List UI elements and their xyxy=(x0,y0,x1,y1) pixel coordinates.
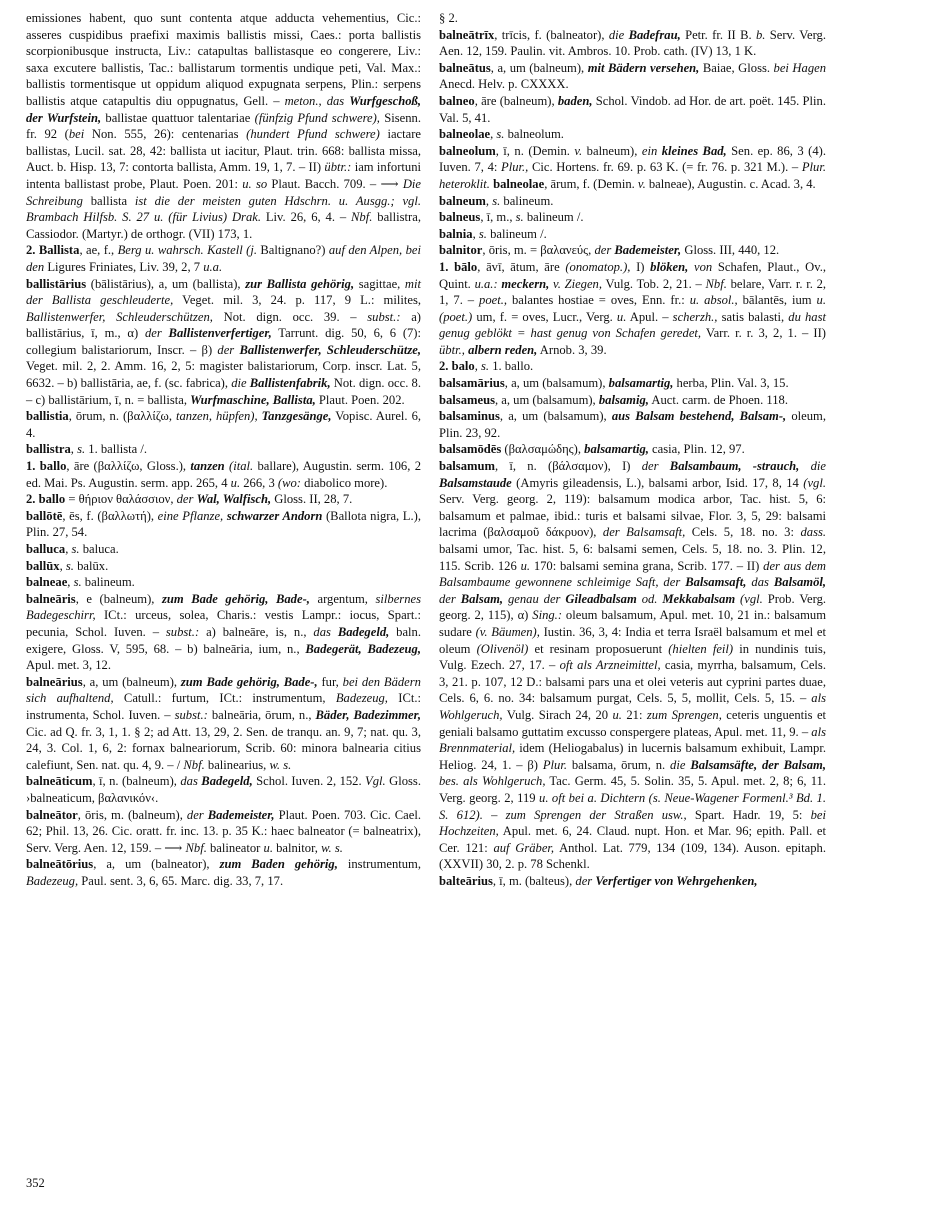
dictionary-entry: balneae, s. balineum. xyxy=(26,575,135,590)
dictionary-entry: ballistia, ōrum, n. (βαλλίζω, tanzen, hüpfen), Tanzgesänge, Vopisc. Aurel. 6, 4. xyxy=(26,409,422,440)
dictionary-entry: balnia, s. balineum /. xyxy=(439,226,547,241)
dictionary-entry: balneātōrius, a, um (balneator), zum Baden gehörig, instrumentum, Badezeug, Paul. sent. 3, 6, 65. Marc. dig. 33, 7, 17. xyxy=(26,857,421,888)
dictionary-entry: balneolae, s. balneolum. xyxy=(439,127,564,142)
dictionary-entry: ballūx, s. balūx. xyxy=(26,558,109,573)
dictionary-entry: balneārius, a, um (balneum), zum Bade gehörig, Bade-, fur, bei den Bädern sich aufhaltend, Catull.: furtum, ICt.: instrumentum, Badezeug, ICt.: instrumenta, Schol. Iuven. – subst.: balneāria, ōrum, n., Bäder, Badezimmer, Cic. ad Q. fr. 3, 1, 1. § 2; ad Att. 13, 29, 2. Sen. de tranqu. an. 9, 7; nat. qu. 3, 24, 3. Col. 1, 6, 2: fornax balneariorum, Scrib. 60: minora balnearia citius calefiunt, Sen. nat. qu. 4, 9. – / Nbf. balinearius, w. s. xyxy=(26,674,421,772)
dictionary-entry: ballōtē, ēs, f. (βαλλωτή), eine Pflanze, schwarzer Andorn (Ballota nigra, L.), Plin. 27, 54. xyxy=(26,508,421,540)
dictionary-entry: balsamārius, a, um (balsamum), balsamartig, herba, Plin. Val. 3, 15. xyxy=(439,376,789,391)
dictionary-entry: balneum, s. balineum. xyxy=(439,193,554,208)
dictionary-entry: ballistārius (bālistārius), a, um (ballista), zur Ballista gehörig, sagittae, mit der Ballista geschleuderte, Veget. mil. 3, 24. p. 117, 9 L.: milites, Ballistenwerfer, Schleuderschützen, Not. dign. occ. 39. – subst.: a) ballistārius, ī, m., α) der Ballistenverfertiger, Tarrunt. dig. 50, 6, 6 (7): collegium balistariorum, Inscr. – β) der Ballistenwerfer, Schleuderschütze, Veget. mil. 2, 2. Amm. 16, 2, 5: magister balistariorum, Corp. inscr. Lat. 5, 6632. – b) ballistāria, ae, f. (sc. fabrica), die Ballistenfabrik, Not. dign. occ. 8. – c) ballistārium, ī, n. = ballista, Wurfmaschine, Ballista, Plaut. Poen. 202. xyxy=(26,276,422,407)
left-column xyxy=(26,10,421,889)
dictionary-entry: § 2. xyxy=(439,11,458,25)
dictionary-entry: ballistra, s. 1. ballista /. xyxy=(26,442,148,457)
dictionary-entry: balneus, ī, m., s. balineum /. xyxy=(439,210,584,225)
dictionary-entry: 2. balo, s. 1. ballo. xyxy=(439,359,534,374)
dictionary-entry: balneāris, e (balneum), zum Bade gehörig, Bade-, argentum, silbernes Badegeschirr, ICt.: urceus, solea, Charis.: vestis Lampr.: iocus, Spart.: pecunia, Schol. Iuven. – subst.: a) balneāre, is, n., das Badegeld, baln. exigere, Gloss. V, 595, 68. – b) balneāria, ium, n., Badegerät, Badezeug, Apul. met. 3, 12. xyxy=(26,591,422,673)
dictionary-entry: balluca, s. baluca. xyxy=(26,542,119,556)
dictionary-entry: 1. bālo, āvī, ātum, āre (onomatop.), I) blöken, von Schafen, Plaut., Ov., Quint. u.a.: meckern, v. Ziegen, Vulg. Tob. 2, 21. – Nbf. belare, Varr. r. r. 2, 1, 7. – poet., balantes hostiae = oves, Enn. fr.: u. absol., bālantēs, ium u. (poet.) um, f. = oves, Lucr., Verg. u. Apul. – scherzh., satis balasti, du hast genug geblökt = hast genug von Schafen geredet, Varr. r. r. 3, 2, 1. – II) übtr., albern reden, Arnob. 3, 39. xyxy=(439,259,827,357)
dictionary-entry: balneāticum, ī, n. (balneum), das Badegeld, Schol. Iuven. 2, 152. Vgl. Gloss. ›balneaticum, βαλανικόν‹. xyxy=(26,774,421,805)
dictionary-entry: balsamum, ī, n. (βάλσαμον), I) der Balsambaum, -strauch, die Balsamstaude (Amyris gileadensis, L.), balsami arbor, Isid. 17, 8, 14 (vgl. Serv. Verg. georg. 2, 119): balsamum modica arbor, Tac. hist. 5, 6: balsamum et palmae, ibid.: turis et balsami silvae, Flor. 3, 5, 29: balsami lacrima (βαλσαμοῦ δάκρυον), der Balsamsaft, Cels. 5, 18. no. 3: dass. balsami umor, Tac. hist. 5, 6: balsami semen, Cels. 5, 18. no. 3. Plin. 12, 115. Scrib. 126 u. 170: balsami semina grana, Scrib. 177. – II) der aus dem Balsambaume gewonnene schleimige Saft, der Balsamsaft, das Balsamöl, der Balsam, genau der Gileadbalsam od. Mekkabalsam (vgl. Prob. Verg. georg. 2, 115), α) Sing.: oleum balsamum, Apul. met. 10, 21 in.: balsamum sudare (v. Bäumen), Iustin. 36, 3, 4: India et terra Israël balsamum et mel et oleum (Olivenöl) et resinam proposuerunt (hielten feil) in nundinis tuis, Vulg. Ezech. 27, 17. – oft als Arzneimittel, casia, myrrha, balsamum, Cels. 3, 21. p. 107, 12 D.: balsami pars una et olei veteris aut cyprini partes duae, Cels. 6, 6. no. 34: balsamum purgat, Cels. 5, 5, mollit, Cels. 5, 15. – als Wohlgeruch, Vulg. Sirach 24, 20 u. 21: zum Sprengen, ceteris unguentis et geniali balsamo guttatim excusso conspergere plateas, Apul. met. 11, 9. – als Brennmaterial, idem (Heliogabalus) in lucernis balsamum exhibuit, Lampr. Heliog. 24, 1. – β) Plur. balsama, ōrum, n. die Balsamsäfte, der Balsam, bes. als Wohlgeruch, Tac. Germ. 45, 5. Solin. 35, 5. Apul. met. 2, 8; 6, 11. Verg. georg. 2, 119 u. oft bei a. Dichtern (s. Neue-Wagener Formenl.³ Bd. 1. S. 612). – zum Sprengen der Straßen usw., Spart. Hadr. 19, 5: bei Hochzeiten, Apul. met. 6, 24. Claud. nupt. Hon. et Mar. 96; epith. Pall. et Cer. 121: auf Gräber, Anthol. Lat. 779, 134 (109, 134). Auson. epitaph. (XXVII) 30, 2. p. 78 Schenkl. xyxy=(439,459,827,872)
dictionary-entry: balsaminus, a, um (balsamum), aus Balsam bestehend, Balsam-, oleum, Plin. 23, 92. xyxy=(439,409,826,440)
dictionary-entry: balneolum, ī, n. (Demin. v. balneum), ein kleines Bad, Sen. ep. 86, 3 (4). Iuven. 7, 4: Plur., Cic. Hortens. fr. 69. p. 63 K. (= fr. 76. p. 321 M.). – Plur. heteroklit. balneolae, ārum, f. (Demin. v. balneae), Augustin. c. Acad. 3, 4. xyxy=(439,143,826,191)
dictionary-entry: balsamōdēs (βαλσαμώδης), balsamartig, casia, Plin. 12, 97. xyxy=(439,442,745,457)
page-number: 352 xyxy=(26,1176,45,1190)
dictionary-entry: 1. ballo, āre (βαλλίζω, Gloss.), tanzen (ital. ballare), Augustin. serm. 106, 2 ed. Mai. Ps. Augustin. serm. app. 265, 4 u. 266, 3 (wo: diabolico more). xyxy=(26,459,421,490)
dictionary-entry: balneātus, a, um (balneum), mit Bädern versehen, Baiae, Gloss. bei Hagen Anecd. Helv. p. CXXXX. xyxy=(439,60,826,92)
right-column xyxy=(439,10,826,889)
dictionary-entry: balsameus, a, um (balsamum), balsamig, Auct. carm. de Phoen. 118. xyxy=(439,392,788,407)
dictionary-entry: 2. Ballista, ae, f., Berg u. wahrsch. Kastell (j. Baltignano?) auf den Alpen, bei den Ligures Friniates, Liv. 39, 2, 7 u.a. xyxy=(26,243,421,274)
dictionary-entry: balneātrīx, trīcis, f. (balneator), die Badefrau, Petr. fr. II B. b. Serv. Verg. Aen. 12, 159. Paulin. vit. Ambros. 10. Prob. cath. (IV) 13, 1 K. xyxy=(439,27,826,59)
dictionary-entry: emissiones habent, quo sunt contenta atque adducta vehementius, Cic.: asseres cuspidibus praefixi maximis ballistis missi, Caes.: porta ballistis scorpionibusque instructa, Liv.: catapultas ballistasque eo congerere, Liv.: saxa excutere ballistis, Tac.: ballistarum tormentis undique peti, Val. Max.: ballistis tormentisque ut oppidum aliquod expugnata serpens, Plin.: serpens ballistis atque catapultis diu oppugnatus, Gell. – meton., das Wurfgeschoß, der Wurfstein, ballistae quattuor talentariae (fünfzig Pfund schwere), Sisenn. fr. 92 (bei Non. 555, 26): centenarias (hundert Pfund schwere) iactare ballistas, Lucil. sat. 28, 42: ballista ut iacitur, Plaut. trin. 668: ballista missa, Auct. b. Hisp. 13, 7: contorta ballista, Amm. 19, 1, 7. – II) übtr.: iam infortuni intenta ballistast probe, Plaut. Poen. 201: u. so Plaut. Bacch. 709. – ⟶ Die Schreibung ballista ist die der meisten guten Hdschrn. u. Ausgg.; vgl. Brambach Hilfsb. S. 27 u. (für Livius) Drak. Liv. 26, 6, 4. – Nbf. ballistra, Cassiodor. (Martyr.) de orthogr. (VII) 173, 1. xyxy=(26,11,422,241)
dictionary-entry: 2. ballo = θήριον θαλάσσιον, der Wal, Walfisch, Gloss. II, 28, 7. xyxy=(26,492,353,507)
dictionary-entry: balnitor, ōris, m. = βαλανεύς, der Bademeister, Gloss. III, 440, 12. xyxy=(439,243,780,258)
dictionary-entry: balneo, āre (balneum), baden, Schol. Vindob. ad Hor. de art. poët. 145. Plin. Val. 5, 41. xyxy=(439,93,826,125)
dictionary-entry: balneātor, ōris, m. (balneum), der Bademeister, Plaut. Poen. 703. Cic. Cael. 62; Phil. 13, 26. Cic. oratt. fr. inc. 13. p. 35 K.: haec balneator (= balneatrix), Serv. Verg. Aen. 12, 159. – ⟶ Nbf. balineator u. balnitor, w. s. xyxy=(26,807,421,855)
dictionary-entry: balteārius, ī, m. (balteus), der Verfertiger von Wehrgehenken, xyxy=(439,873,758,888)
